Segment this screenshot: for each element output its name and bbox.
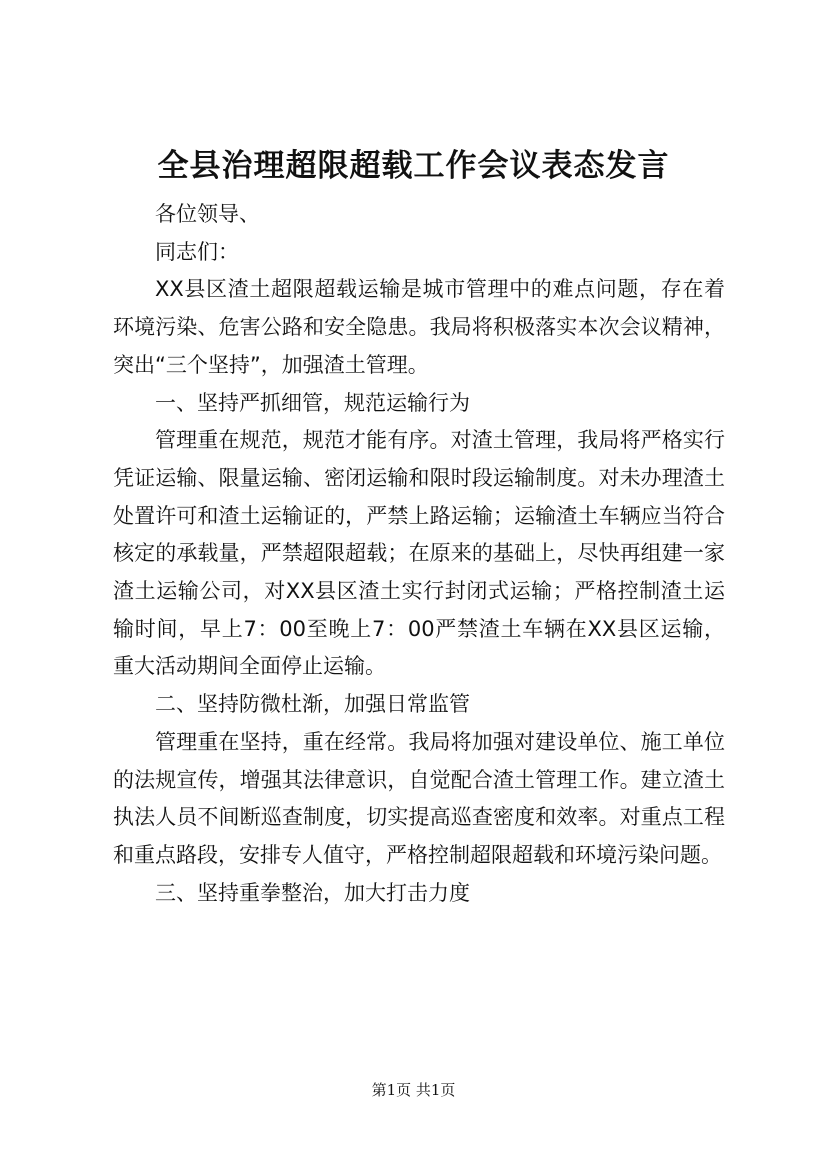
- salutation-comrades: 同志们：: [155, 239, 239, 264]
- intro-paragraph: XX县区渣土超限超载运输是城市管理中的难点问题，存在着环境污染、危害公路和安全隐患。我局将积极落实本次会议精神，突出“三个坚持”，加强渣土管理。: [113, 277, 725, 377]
- page-footer: 第1页 共1页: [371, 1081, 456, 1099]
- section-heading-2: 二、坚持防微杜渐，加强日常监管: [155, 692, 470, 717]
- section-paragraph-1: 管理重在规范，规范才能有序。对渣土管理，我局将严格实行凭证运输、限量运输、密闭运输和限时段运输制度。对未办理渣土处置许可和渣土运输证的，严禁上路运输；运输渣土车辆应当符合核定的承载量，严禁超限超载；在原来的基础上，尽快再组建一家渣土运输公司，对XX县区渣土实行封闭式运输；严格控制渣土运输时间，早上7：00至晚上7：00严禁渣土车辆在XX县区运输，重大活动期间全面停止运输。: [113, 428, 725, 679]
- salutation-leaders: 各位领导、: [155, 202, 260, 226]
- section-heading-1: 一、坚持严抓细管，规范运输行为: [155, 390, 470, 415]
- section-heading-3: 三、坚持重拳整治，加大打击力度: [155, 880, 470, 905]
- document-title: 全县治理超限超载工作会议表态发言: [157, 148, 670, 184]
- document-body: [113, 196, 725, 912]
- section-paragraph-2: 管理重在坚持，重在经常。我局将加强对建设单位、施工单位的法规宣传，增强其法律意识，自觉配合渣土管理工作。建立渣土执法人员不间断巡查制度，切实提高巡查密度和效率。对重点工程和重点路段，安排专人值守，严格控制超限超载和环境污染问题。: [113, 729, 725, 867]
